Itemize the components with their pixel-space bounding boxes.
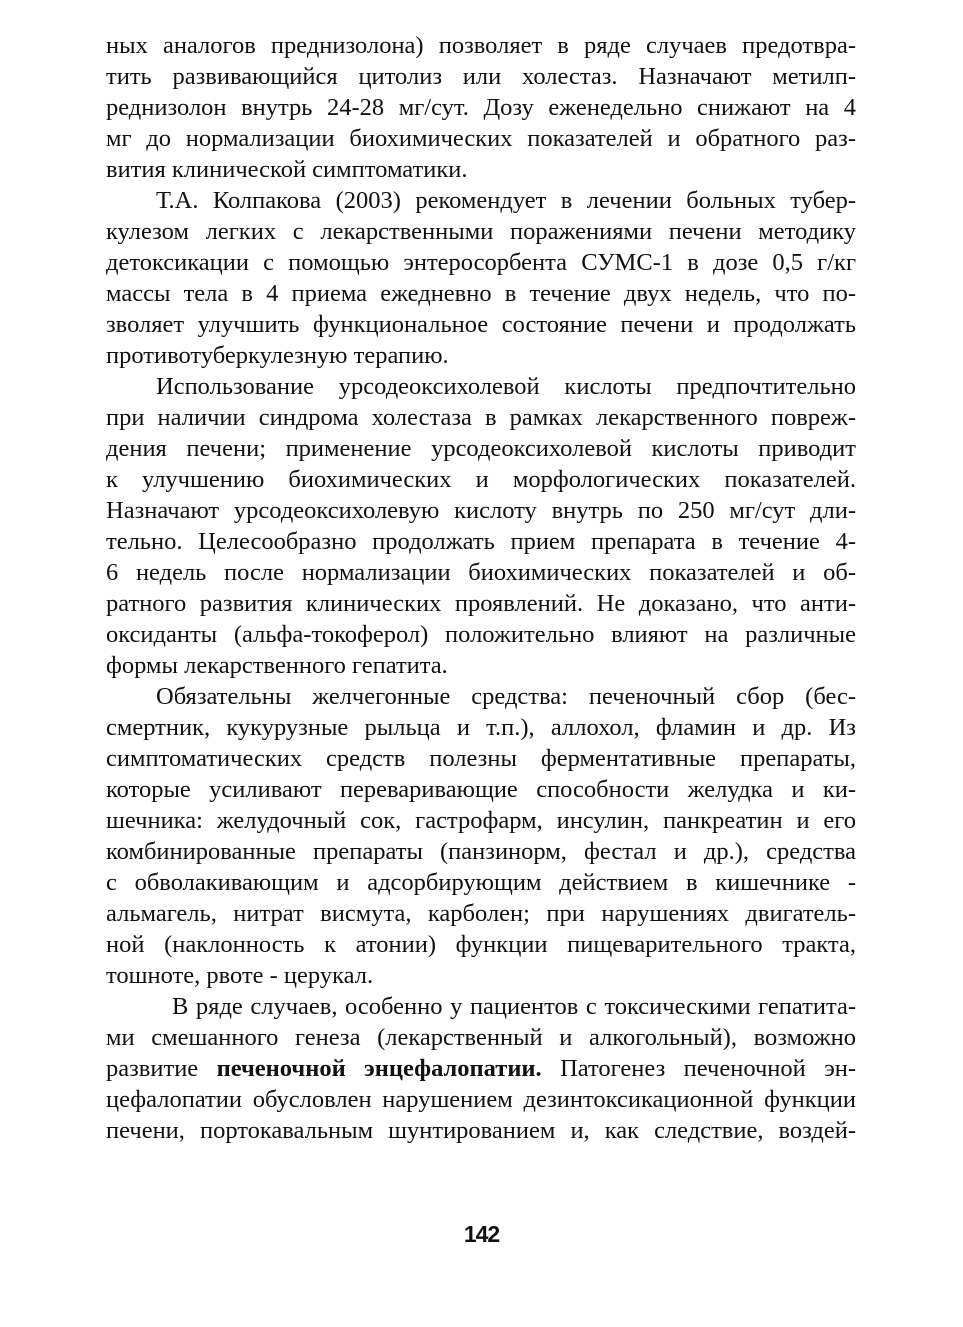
text-line: альмагель, нитрат висмута, карболен; при нарушениях двигатель- bbox=[106, 900, 856, 927]
text-line: печени, портокавальным шунтированием и, как следствие, воздей- bbox=[106, 1117, 856, 1144]
text-line: Назначают урсодеоксихолевую кислоту внутрь по 250 мг/сут дли- bbox=[106, 497, 856, 524]
text-line: Использование урсодеоксихолевой кислоты предпочтительно bbox=[156, 373, 856, 400]
text-line: зволяет улучшить функциональное состояние печени и продолжать bbox=[106, 311, 856, 338]
body-text bbox=[106, 30, 856, 1146]
text-line-with-bold-term bbox=[106, 1053, 856, 1084]
text-fragment: развитие bbox=[106, 1055, 217, 1082]
text-line: противотуберкулезную терапию. bbox=[106, 342, 449, 369]
paragraph-4 bbox=[106, 681, 856, 991]
text-line: комбинированные препараты (панзинорм, фестал и др.), средства bbox=[106, 838, 856, 865]
text-line: оксиданты (альфа-токоферол) положительно влияют на различные bbox=[106, 621, 856, 648]
text-line: ми смешанного генеза (лекарственный и алкогольный), возможно bbox=[106, 1024, 856, 1051]
paragraph-3 bbox=[106, 371, 856, 681]
text-line: симптоматических средств полезны ферментативные препараты, bbox=[106, 745, 856, 772]
text-line: тить развивающийся цитолиз или холестаз. Назначают метилп- bbox=[106, 63, 856, 90]
paragraph-1 bbox=[106, 30, 856, 185]
text-line: тельно. Целесообразно продолжать прием препарата в течение 4- bbox=[106, 528, 856, 555]
page-number: 142 bbox=[463, 1221, 500, 1247]
text-line: реднизолон внутрь 24-28 мг/сут. Дозу еженедельно снижают на 4 bbox=[106, 94, 856, 121]
text-line: которые усиливают переваривающие способности желудка и ки- bbox=[106, 776, 856, 803]
text-line: тошноте, рвоте - церукал. bbox=[106, 962, 374, 989]
text-line: кулезом легких с лекарственными поражениями печени методику bbox=[106, 218, 856, 245]
text-line: цефалопатии обусловлен нарушением дезинтоксикационной функции bbox=[106, 1086, 856, 1113]
text-line: шечника: желудочный сок, гастрофарм, инсулин, панкреатин и его bbox=[106, 807, 856, 834]
text-line: к улучшению биохимических и морфологических показателей. bbox=[106, 466, 856, 493]
text-line: Обязательны желчегонные средства: печеночный сбор (бес- bbox=[156, 683, 856, 710]
text-line: ратного развития клинических проявлений. Не доказано, что анти- bbox=[106, 590, 856, 617]
text-line: 6 недель после нормализации биохимических показателей и об- bbox=[106, 559, 856, 586]
text-line: мг до нормализации биохимических показателей и обратного раз- bbox=[106, 125, 856, 152]
paragraph-5 bbox=[106, 991, 856, 1146]
text-line: дения печени; применение урсодеоксихолевой кислоты приводит bbox=[106, 435, 856, 462]
text-line: детоксикации с помощью энтеросорбента СУМС-1 в дозе 0,5 г/кг bbox=[106, 249, 856, 276]
text-line: Т.А. Колпакова (2003) рекомендует в лечении больных тубер- bbox=[156, 187, 856, 214]
paragraph-2 bbox=[106, 185, 856, 371]
text-line: массы тела в 4 приема ежедневно в течение двух недель, что по- bbox=[106, 280, 856, 307]
text-line: с обволакивающим и адсорбирующим действием в кишечнике - bbox=[106, 869, 856, 896]
text-line: при наличии синдрома холестаза в рамках лекарственного повреж- bbox=[106, 404, 856, 431]
text-line: вития клинической симптоматики. bbox=[106, 156, 468, 183]
bold-term: печеночной энцефалопатии. bbox=[216, 1055, 542, 1082]
text-fragment: Патогенез печеночной эн- bbox=[541, 1055, 856, 1082]
text-line: ных аналогов преднизолона) позволяет в ряде случаев предотвра- bbox=[106, 32, 856, 59]
text-line: формы лекарственного гепатита. bbox=[106, 652, 448, 679]
text-line: смертник, кукурузные рыльца и т.п.), аллохол, фламин и др. Из bbox=[106, 714, 856, 741]
text-line: ной (наклонность к атонии) функции пищеварительного тракта, bbox=[106, 931, 856, 958]
text-line: В ряде случаев, особенно у пациентов с токсическими гепатита- bbox=[172, 993, 856, 1020]
